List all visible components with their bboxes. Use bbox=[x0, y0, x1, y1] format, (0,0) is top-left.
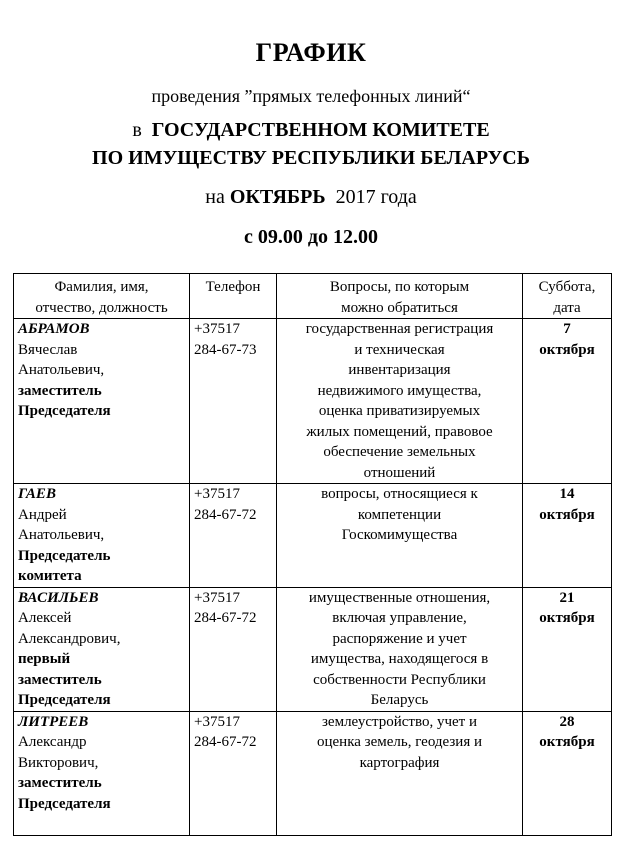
official-first-name: Андрей bbox=[18, 506, 67, 523]
topic-line: отношений bbox=[363, 464, 436, 481]
phone-code: +37517 bbox=[194, 321, 240, 337]
table-header-row bbox=[14, 274, 612, 319]
organization-prefix: в bbox=[132, 119, 142, 141]
schedule-table bbox=[13, 273, 612, 836]
date-day: 14 bbox=[559, 486, 575, 502]
schedule-period bbox=[0, 186, 622, 209]
topic-line: государственная регистрация bbox=[305, 321, 494, 337]
official-cell bbox=[14, 319, 190, 484]
official-cell bbox=[14, 711, 190, 835]
topics-cell bbox=[277, 319, 523, 484]
topic-line: собственности Республики bbox=[313, 671, 486, 688]
phone-number: 284-67-72 bbox=[194, 610, 257, 626]
official-position: заместитель bbox=[18, 671, 102, 688]
topic-line: оценка земель, геодезия и bbox=[316, 734, 483, 750]
period-month: ОКТЯБРЬ bbox=[229, 186, 326, 208]
table-row bbox=[14, 319, 612, 484]
phone-number: 284-67-73 bbox=[194, 341, 257, 358]
date-month: октября bbox=[539, 734, 595, 750]
topic-line: оценка приватизируемых bbox=[318, 403, 481, 419]
official-position: заместитель bbox=[18, 382, 102, 399]
phone-cell bbox=[190, 319, 277, 484]
official-position: Председателя bbox=[18, 795, 111, 812]
column-header-name: Фамилия, имя, отчество, должность bbox=[14, 274, 190, 319]
date-cell bbox=[523, 711, 612, 835]
topic-line: Беларусь bbox=[370, 692, 429, 708]
topics-cell bbox=[277, 587, 523, 711]
date-day: 7 bbox=[563, 321, 571, 337]
document-title: ГРАФИК bbox=[255, 38, 367, 67]
topic-line: и техническая bbox=[354, 341, 445, 358]
official-first-name: Вячеслав bbox=[18, 341, 78, 358]
document-subtitle: проведения ”прямых телефонных линий“ bbox=[151, 86, 471, 106]
official-surname: АБРАМОВ bbox=[18, 321, 90, 337]
topic-line: имущественные отношения, bbox=[308, 589, 491, 606]
topic-line: жилых помещений, правовое bbox=[306, 423, 493, 440]
schedule-time: с 09.00 до 12.00 bbox=[244, 226, 378, 248]
official-position: Председателя bbox=[18, 692, 111, 708]
table-row bbox=[14, 711, 612, 835]
date-day: 21 bbox=[559, 589, 575, 606]
phone-cell bbox=[190, 484, 277, 588]
official-position: Председателя bbox=[18, 403, 111, 419]
phone-number: 284-67-72 bbox=[194, 506, 257, 523]
date-month: октября bbox=[539, 610, 595, 626]
official-patronymic: Анатольевич, bbox=[18, 527, 105, 543]
official-surname: ГАЕВ bbox=[18, 486, 56, 502]
official-cell bbox=[14, 587, 190, 711]
column-header-phone: Телефон bbox=[190, 274, 277, 319]
topics-cell bbox=[277, 711, 523, 835]
official-position: Председатель bbox=[18, 547, 111, 564]
official-patronymic: Викторович, bbox=[18, 754, 99, 771]
topic-line: компетенции bbox=[357, 506, 442, 523]
period-prefix: на bbox=[205, 186, 225, 208]
date-cell bbox=[523, 587, 612, 711]
official-patronymic: Анатольевич, bbox=[18, 362, 105, 378]
topic-line: землеустройство, учет и bbox=[322, 713, 477, 730]
official-surname: ЛИТРЕЕВ bbox=[18, 713, 89, 730]
date-month: октября bbox=[539, 341, 595, 358]
official-position: комитета bbox=[18, 568, 82, 584]
organization-line-2: ПО ИМУЩЕСТВУ РЕСПУБЛИКИ БЕЛАРУСЬ bbox=[92, 147, 530, 169]
organization-line-1 bbox=[0, 119, 622, 142]
topics-cell bbox=[277, 484, 523, 588]
official-surname: ВАСИЛЬЕВ bbox=[18, 589, 99, 606]
date-day: 28 bbox=[559, 713, 575, 730]
column-header-topics: Вопросы, по которым можно обратиться bbox=[277, 274, 523, 319]
topic-line: картография bbox=[359, 754, 440, 771]
phone-code: +37517 bbox=[194, 486, 240, 502]
column-header-date: Суббота, дата bbox=[523, 274, 612, 319]
topic-line: Госкомимущества bbox=[341, 527, 458, 543]
period-year: 2017 года bbox=[335, 186, 417, 208]
date-cell bbox=[523, 319, 612, 484]
topic-line: включая управление, bbox=[332, 610, 467, 626]
topic-line: инвентаризация bbox=[348, 362, 451, 378]
topic-line: обеспечение земельных bbox=[323, 444, 476, 460]
official-first-name: Александр bbox=[18, 734, 87, 750]
phone-code: +37517 bbox=[194, 713, 240, 730]
table-row bbox=[14, 587, 612, 711]
phone-cell bbox=[190, 711, 277, 835]
date-month: октября bbox=[539, 506, 595, 523]
topic-line: имущества, находящегося в bbox=[310, 651, 489, 667]
official-cell bbox=[14, 484, 190, 588]
official-position: заместитель bbox=[18, 775, 102, 791]
official-position: первый bbox=[18, 651, 71, 667]
topic-line: вопросы, относящиеся к bbox=[321, 486, 478, 502]
topic-line: распоряжение и учет bbox=[332, 630, 467, 647]
table-row bbox=[14, 484, 612, 588]
official-first-name: Алексей bbox=[18, 610, 72, 626]
phone-number: 284-67-72 bbox=[194, 734, 257, 750]
phone-code: +37517 bbox=[194, 589, 240, 606]
topic-line: недвижимого имущества, bbox=[317, 382, 482, 399]
date-cell bbox=[523, 484, 612, 588]
official-patronymic: Александрович, bbox=[18, 630, 121, 647]
organization-name-1: ГОСУДАРСТВЕННОМ КОМИТЕТЕ bbox=[151, 119, 490, 141]
phone-cell bbox=[190, 587, 277, 711]
